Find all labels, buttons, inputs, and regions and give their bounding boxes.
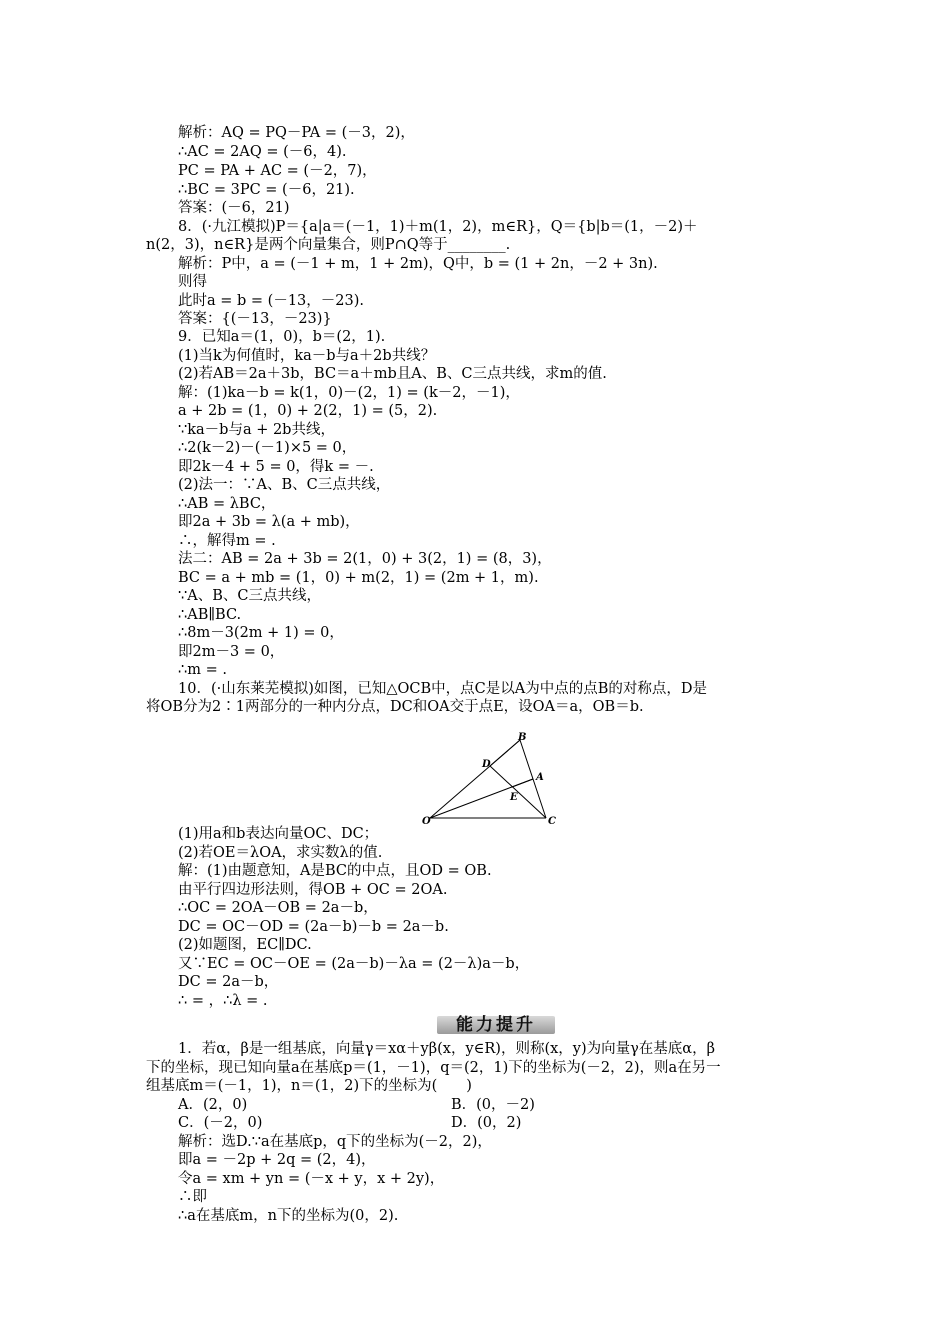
figure-label-a: A [536,772,544,783]
text-line: (2)若AB＝2a＋3b，BC＝a＋mb且A、B、C三点共线，求m的值. [178,366,607,382]
text-line: 10．(·山东莱芜模拟)如图，已知△OCB中，点C是以A为中点的点B的对称点，D是 [178,681,708,697]
text-line: 解：(1)ka－b = k(1，0)－(2，1) = (k－2，－1)， [178,385,520,401]
text-line: ∴ = ，∴λ = . [178,993,268,1009]
text-line: (2)若OE＝λOA，求实数λ的值. [178,845,383,861]
option-b: B．(0，－2) [451,1097,535,1113]
text-line: 解析：选D.∵a在基底p，q下的坐标为(－2，2)， [178,1134,492,1150]
text-line: ∴BC = 3PC = (－6，21). [178,182,355,198]
text-line: 解：(1)由题意知，A是BC的中点，且OD = OB. [178,863,492,879]
text-line: 组基底m＝(－1，1)，n＝(1，2)下的坐标为( ) [146,1078,472,1094]
text-line: 1．若α，β是一组基底，向量γ＝xα＋yβ(x，y∈R)，则称(x，y)为向量γ在基底α，β [178,1041,715,1057]
text-line: (1)用a和b表达向量OC、DC； [178,826,379,842]
text-line: ∴AB∥BC. [178,607,242,623]
text-line: n(2，3)，n∈R}是两个向量集合，则P∩Q等于________. [146,237,511,253]
text-line: ∴，解得m = . [178,533,276,549]
text-line: 即2m－3 = 0， [178,644,285,660]
text-line: (2)如题图，EC∥DC. [178,937,312,953]
option-c: C．(－2，0) [178,1115,263,1131]
text-line: 此时a = b = (－13，－23). [178,293,364,309]
text-line: ∴OC = 2OA－OB = 2a－b， [178,900,378,916]
text-line: 又∵EC = OC－OE = (2a－b)－λa = (2－λ)a－b， [178,956,530,972]
text-line: a + 2b = (1，0) + 2(2，1) = (5，2). [178,403,438,419]
section-title: 能力提升 [456,1015,536,1035]
text-line: ∴m = . [178,662,227,678]
text-line: DC = 2a－b， [178,974,279,990]
text-line: 解析：AQ = PQ－PA = (－3，2)， [178,125,415,141]
triangle-figure [420,730,560,830]
text-line: ∵ka－b与a + 2b共线， [178,422,335,438]
text-line: ∵A、B、C三点共线， [178,588,321,604]
text-line: 下的坐标，现已知向量a在基底p＝(1，－1)，q＝(2，1)下的坐标为(－2，2)，则a在另一 [146,1060,721,1076]
text-line: (1)当k为何值时，ka－b与a＋2b共线？ [178,348,436,364]
text-line: DC = OC－OD = (2a－b)－b = 2a－b. [178,919,449,935]
figure-label-d: D [482,759,491,770]
text-line: ∴AC = 2AQ = (－6，4). [178,144,347,160]
text-line: 8．(·九江模拟)P＝{a|a＝(－1，1)＋m(1，2)，m∈R}，Q＝{b|b＝(1，－2)＋ [178,219,698,235]
text-line: 解析：P中，a = (－1 + m，1 + 2m)，Q中，b = (1 + 2n，－2 + 3n). [178,256,658,272]
text-line: 9．已知a＝(1，0)，b＝(2，1). [178,329,386,345]
figure-label-o: O [422,816,431,827]
text-line: ∴2(k－2)－(－1)×5 = 0， [178,440,357,456]
text-line: 将OB分为2∶1两部分的一种内分点，DC和OA交于点E，设OA＝a，OB＝b. [146,699,644,715]
text-line: 即2k－4 + 5 = 0，得k = －. [178,459,374,475]
text-line: 即2a + 3b = λ(a + mb)， [178,514,360,530]
figure-label-e: E [510,792,518,803]
section-banner [437,1012,555,1038]
option-a: A．(2，0) [178,1097,248,1113]
text-line: ∴即 [178,1189,207,1205]
segment-ea [512,779,533,787]
segment-db [490,740,520,766]
text-line: BC = a + mb = (1，0) + m(2，1) = (2m + 1，m). [178,570,539,586]
text-line: 答案：{(－13，－23)} [178,311,332,327]
text-line: ∴a在基底m，n下的坐标为(0，2). [178,1208,399,1224]
text-line: 令a = xm + yn = (－x + y，x + 2y)， [178,1171,445,1187]
text-line: 则得 [178,274,207,290]
text-line: 由平行四边形法则，得OB + OC = 2OA. [178,882,448,898]
text-line: 答案：(－6，21) [178,200,290,216]
text-line: PC = PA + AC = (－2，7)， [178,163,377,179]
text-line: (2)法一：∵A、B、C三点共线， [178,477,391,493]
option-d: D．(0，2) [451,1115,522,1131]
text-line: 即a = －2p + 2q = (2，4)， [178,1152,376,1168]
text-line: ∴AB = λBC， [178,496,276,512]
text-line: ∴8m－3(2m + 1) = 0， [178,625,344,641]
figure-label-b: B [518,732,527,743]
text-line: 法二：AB = 2a + 3b = 2(1，0) + 3(2，1) = (8，3)， [178,551,552,567]
figure-label-c: C [548,816,556,827]
